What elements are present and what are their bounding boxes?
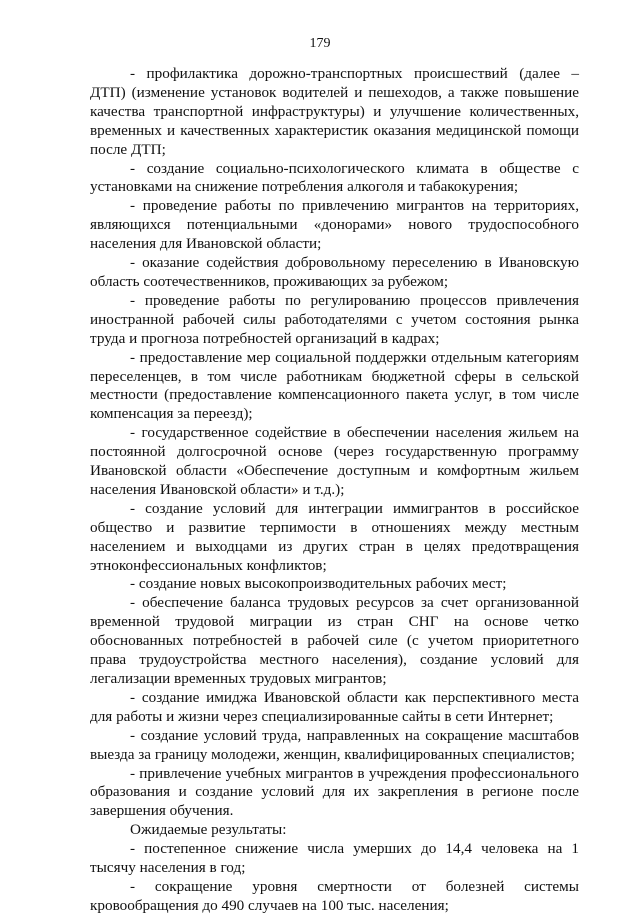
paragraph-housing-assistance: - государственное содействие в обеспечении населения жильем на постоянной долгосрочной основе (через государственную программу Ивановской области «Обеспечение доступным и комфортным жильем населения Ивановской области» и т.д.);	[90, 424, 579, 498]
paragraph-resettlement-compatriots: - оказание содействия добровольному переселению в Ивановскую область соотечественников, проживающих за рубежом;	[90, 254, 579, 290]
paragraph-expected-results-heading: Ожидаемые результаты:	[130, 821, 287, 839]
paragraph-road-safety: - профилактика дорожно-транспортных происшествий (далее – ДТП) (изменение установок водителей и пешеходов, а также повышение качества транспортной инфраструктуры) и улучшение количественных, временных и качественных характеристик оказания медицинской помощи после ДТП;	[90, 65, 579, 158]
page-number: 179	[309, 36, 331, 51]
paragraph-social-support: - предоставление мер социальной поддержки отдельным категориям переселенцев, в том числе работникам бюджетной сферы в сельской местности (предоставление компенсационного пакета услуг, в том числе компенсация за переезд);	[90, 348, 579, 423]
document-body	[90, 65, 579, 916]
paragraph-mortality-reduction: - постепенное снижение числа умерших до 14,4 человека на 1 тысячу населения в год;	[90, 840, 579, 877]
paragraph-social-climate: - создание социально-психологического климата в обществе с установками на снижение потребления алкоголя и табакокурения;	[90, 159, 579, 196]
paragraph-circulatory-mortality: - сокращение уровня смертности от болезней системы кровообращения до 490 случаев на 100 тыс. населения;	[90, 877, 579, 914]
paragraph-foreign-labor-regulation: - проведение работы по регулированию процессов привлечения иностранной рабочей силы работодателями с учетом состояния рынка труда и прогноза потребностей организаций в кадрах;	[90, 291, 579, 347]
paragraph-labor-balance: - обеспечение баланса трудовых ресурсов за счет организованной временной трудовой миграции из стран СНГ на основе четко обоснованных потребностей в рабочей силе (с учетом приоритетного права трудоустройства местного населения), создание условий для легализации временных трудовых мигрантов;	[90, 594, 579, 687]
paragraph-immigrant-integration: - создание условий для интеграции иммигрантов в российское общество и развитие терпимости в отношениях между местным населением и выходцами из других стран в целях предотвращения этноконфессиональных конфликтов;	[90, 499, 579, 574]
paragraph-attract-migrants: - проведение работы по привлечению мигрантов на территориях, являющихся потенциальными «донорами» нового трудоспособного населения для Ивановской области;	[90, 197, 579, 253]
paragraph-new-jobs: - создание новых высокопроизводительных рабочих мест;	[130, 575, 507, 593]
paragraph-student-migrants: - привлечение учебных мигрантов в учреждения профессионального образования и создание условий для их закрепления в регионе после завершения обучения.	[90, 764, 579, 820]
paragraph-working-conditions: - создание условий труда, направленных на сокращение масштабов выезда за границу молодежи, женщин, квалифицированных специалистов;	[90, 726, 579, 763]
paragraph-region-image: - создание имиджа Ивановской области как перспективного места для работы и жизни через специализированные сайты в сети Интернет;	[90, 688, 579, 725]
